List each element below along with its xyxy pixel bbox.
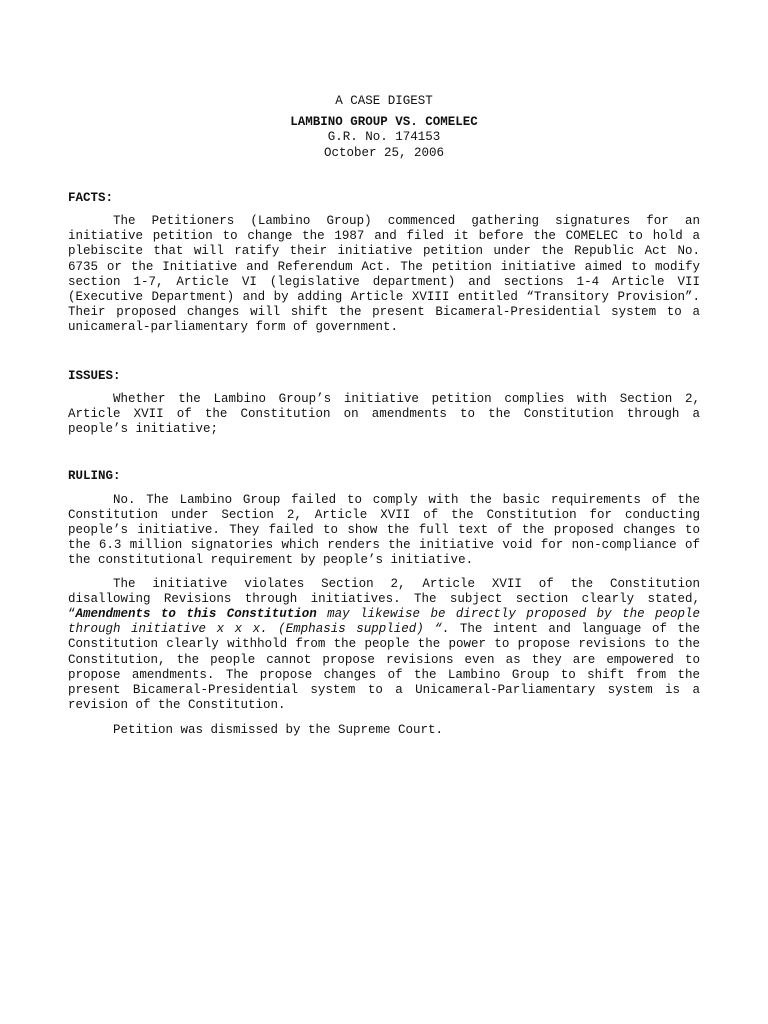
- spacer: [68, 714, 700, 723]
- spacer: [68, 336, 700, 363]
- ruling-p2-quote-emphasis: Amendments to this Constitution: [75, 607, 317, 622]
- facts-heading: FACTS:: [68, 190, 114, 205]
- ruling-p2-tail: . The intent and language of the Constitution clearly withhold from the people the power to propose revisions to the Constitution, the people cannot propose revisions even as they are empowered to propose amendments. The propose changes of the Lambino Group to shift from the present Bicameral-Presidential system to a Unicameral-Parliamentary system is a revision of the Constitution.: [68, 622, 701, 713]
- spacer: [68, 485, 700, 493]
- spacer: [68, 161, 700, 191]
- ruling-paragraph-3: Petition was dismissed by the Supreme Court.: [113, 722, 444, 737]
- spacer: [68, 569, 700, 577]
- ruling-paragraph-1: No. The Lambino Group failed to comply with the basic requirements of the Constitution under Section 2, Article XVII of the Constitution for conducting people’s initiative. They failed to show the full text of the proposed changes to the 6.3 million signatories which renders the initiative void for non-compliance of the constitutional requirement by people’s initiative.: [68, 492, 700, 568]
- ruling-p2-lead: The initiative violates Section 2, Article XVII of the Constitution disallowing Revisions through initiatives. The subject section clearly stated, “: [68, 576, 700, 622]
- ruling-paragraph-2: [68, 577, 700, 714]
- document-page: [68, 94, 700, 738]
- case-title: LAMBINO GROUP VS. COMELEC: [290, 115, 478, 130]
- issues-paragraph: Whether the Lambino Group’s initiative petition complies with Section 2, Article XVII of the Constitution on amendments to the Constitution through a people’s initiative;: [68, 391, 700, 437]
- facts-paragraph: The Petitioners (Lambino Group) commenced gathering signatures for an initiative petition to change the 1987 and filed it before the COMELEC to hold a plebiscite that will ratify their initiative petition under the Republic Act No. 6735 or the Initiative and Referendum Act. The petition initiative aimed to modify section 1-7, Article VI (legislative department) and sections 1-4 Article VII (Executive Department) and by adding Article XVIII entitled “Transitory Provision”. Their proposed changes will shift the present Bicameral-Presidential system to a unicameral-parliamentary form of government.: [68, 214, 700, 335]
- decision-date: October 25, 2006: [323, 145, 445, 160]
- ruling-p2-quote: may likewise be directly proposed by the people through initiative x x x. (Emphasis supplied) “: [68, 607, 700, 637]
- digest-label: A CASE DIGEST: [335, 94, 433, 108]
- gr-number: G.R. No. 174153: [327, 130, 441, 145]
- spacer: [68, 384, 700, 392]
- ruling-heading: RULING:: [68, 469, 121, 484]
- spacer: [68, 437, 700, 464]
- spacer: [68, 206, 700, 214]
- issues-heading: ISSUES:: [68, 368, 121, 383]
